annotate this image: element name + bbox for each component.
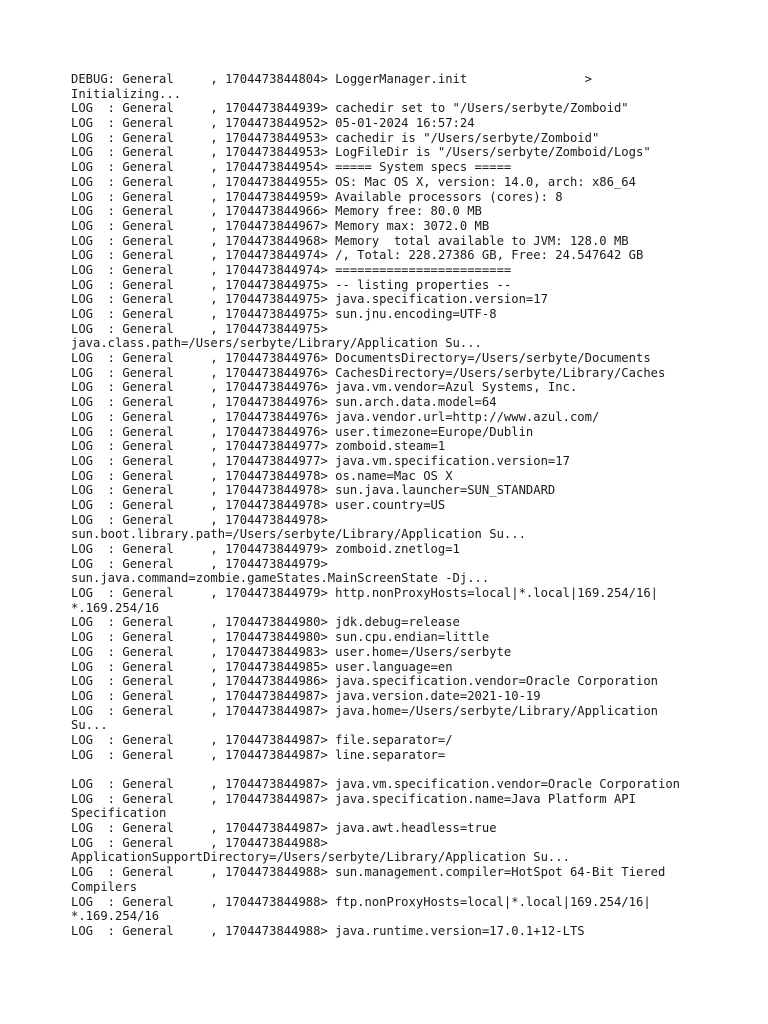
log-line: LOG : General , 1704473844979> zomboid.znetlog=1 <box>71 542 460 556</box>
log-line: LOG : General , 1704473844976> sun.arch.data.model=64 <box>71 395 497 410</box>
log-line: LOG : General , 1704473844980> sun.cpu.endian=little <box>71 630 490 645</box>
log-line: LOG : General , 1704473844987> java.version.date=2021-10-19 <box>71 688 541 703</box>
log-line: LOG : General , 1704473844977> zomboid.steam=1 <box>71 439 446 454</box>
log-line: Specification <box>71 806 167 821</box>
log-line: LOG : General , 1704473844976> java.vm.vendor=Azul Systems, Inc. <box>71 380 578 395</box>
log-line: ApplicationSupportDirectory=/Users/serbyte/Library/Application Su... <box>71 850 570 865</box>
log-line: LOG : General , 1704473844979> <box>71 556 328 571</box>
log-line: LOG : General , 1704473844975> -- listing properties -- <box>71 277 512 292</box>
log-line: LOG : General , 1704473844977> java.vm.specification.version=17 <box>71 453 570 468</box>
log-line: LOG : General , 1704473844966> Memory free: 80.0 MB <box>71 204 482 219</box>
log-line <box>71 762 711 777</box>
log-line: LOG : General , 1704473844976> user.timezone=Europe/Dublin <box>71 424 534 439</box>
log-line: LOG : General , 1704473844980> jdk.debug=release <box>71 615 460 630</box>
log-line: LOG : General , 1704473844974> ======================== <box>71 262 512 277</box>
log-line: LOG : General , 1704473844987> line.separator= <box>71 747 446 762</box>
log-line: LOG : General , 1704473844952> 05-01-2024 16:57:24 <box>71 116 475 131</box>
log-line: Compilers <box>71 879 138 894</box>
log-line: LOG : General , 1704473844979> http.nonProxyHosts=local|*.local|169.254/16| <box>71 586 658 601</box>
log-line: LOG : General , 1704473844985> user.language=en <box>71 659 453 674</box>
log-line: Su... <box>71 718 108 733</box>
log-line: LOG : General , 1704473844987> java.home=/Users/serbyte/Library/Application <box>71 703 658 718</box>
log-line: *.169.254/16 <box>71 909 160 924</box>
log-line: sun.boot.library.path=/Users/serbyte/Library/Application Su... <box>71 527 526 542</box>
log-line: LOG : General , 1704473844978> os.name=Mac OS X <box>71 468 453 483</box>
log-line: LOG : General , 1704473844978> <box>71 512 328 527</box>
log-line: LOG : General , 1704473844955> OS: Mac OS X, version: 14.0, arch: x86_64 <box>71 174 636 189</box>
log-line: DEBUG: General , 1704473844804> LoggerManager.init > <box>71 72 592 86</box>
log-line: LOG : General , 1704473844988> java.runtime.version=17.0.1+12-LTS <box>71 923 585 938</box>
log-line: Initializing... <box>71 86 182 101</box>
log-line: LOG : General , 1704473844953> LogFileDir is "/Users/serbyte/Zomboid/Logs" <box>71 145 651 160</box>
log-line: LOG : General , 1704473844976> java.vendor.url=http://www.azul.com/ <box>71 409 600 424</box>
log-line: LOG : General , 1704473844953> cachedir is "/Users/serbyte/Zomboid" <box>71 130 600 145</box>
log-line: LOG : General , 1704473844987> file.separator=/ <box>71 732 453 747</box>
log-line: LOG : General , 1704473844967> Memory max: 3072.0 MB <box>71 218 490 233</box>
log-line: LOG : General , 1704473844976> DocumentsDirectory=/Users/serbyte/Documents <box>71 351 651 366</box>
log-line: LOG : General , 1704473844974> /, Total: 228.27386 GB, Free: 24.547642 GB <box>71 248 644 263</box>
log-document <box>71 72 711 939</box>
log-line: LOG : General , 1704473844987> java.specification.name=Java Platform API <box>71 791 636 806</box>
log-line: LOG : General , 1704473844975> java.specification.version=17 <box>71 292 548 307</box>
log-line: LOG : General , 1704473844978> user.country=US <box>71 497 446 512</box>
log-line: LOG : General , 1704473844988> ftp.nonProxyHosts=local|*.local|169.254/16| <box>71 894 651 909</box>
log-line: LOG : General , 1704473844959> Available processors (cores): 8 <box>71 189 563 204</box>
log-line: LOG : General , 1704473844978> sun.java.launcher=SUN_STANDARD <box>71 483 556 498</box>
log-line: java.class.path=/Users/serbyte/Library/Application Su... <box>71 336 482 351</box>
log-line: LOG : General , 1704473844975> <box>71 321 328 336</box>
log-line: LOG : General , 1704473844988> sun.management.compiler=HotSpot 64-Bit Tiered <box>71 865 666 880</box>
log-line: LOG : General , 1704473844983> user.home=/Users/serbyte <box>71 644 512 659</box>
log-line: LOG : General , 1704473844988> <box>71 835 328 850</box>
log-line: LOG : General , 1704473844954> ===== System specs ===== <box>71 160 512 175</box>
log-line: LOG : General , 1704473844987> java.awt.headless=true <box>71 821 497 836</box>
log-line: LOG : General , 1704473844939> cachedir set to "/Users/serbyte/Zomboid" <box>71 101 629 116</box>
log-line: LOG : General , 1704473844975> sun.jnu.encoding=UTF-8 <box>71 307 497 321</box>
log-line: *.169.254/16 <box>71 600 160 615</box>
log-line: LOG : General , 1704473844986> java.specification.vendor=Oracle Corporation <box>71 674 658 689</box>
log-line: LOG : General , 1704473844987> java.vm.specification.vendor=Oracle Corporation <box>71 777 681 791</box>
log-line: LOG : General , 1704473844976> CachesDirectory=/Users/serbyte/Library/Caches <box>71 365 666 380</box>
log-line: sun.java.command=zombie.gameStates.MainScreenState -Dj... <box>71 571 490 586</box>
log-line: LOG : General , 1704473844968> Memory total available to JVM: 128.0 MB <box>71 233 629 248</box>
